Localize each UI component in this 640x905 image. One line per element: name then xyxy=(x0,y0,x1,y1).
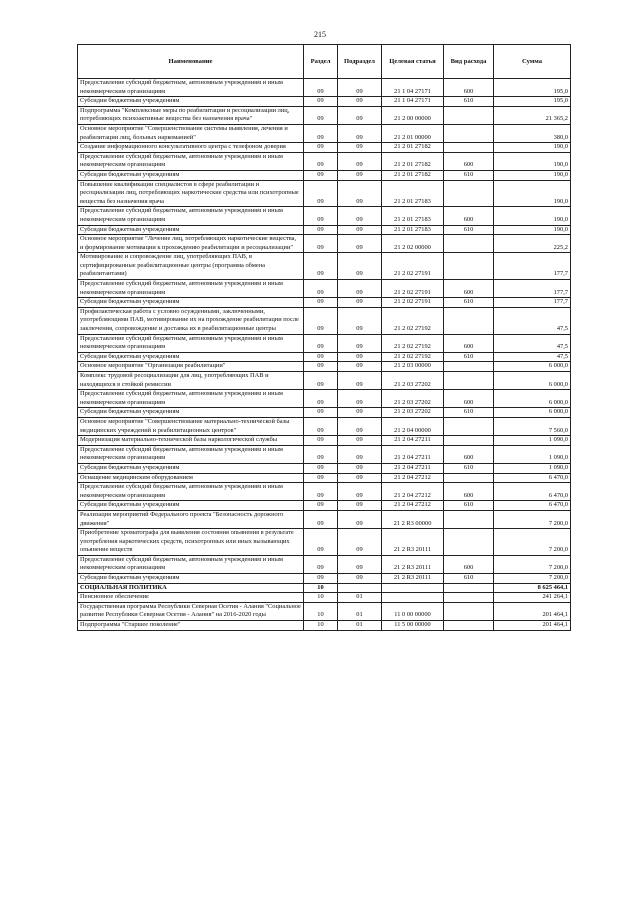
row-name: Субсидии бюджетным учреждениям xyxy=(78,225,304,235)
row-section: 09 xyxy=(304,574,338,584)
row-target-item xyxy=(382,593,444,603)
row-subsection: 09 xyxy=(338,362,382,372)
table-row xyxy=(78,473,571,483)
table-row xyxy=(78,235,571,253)
table-row xyxy=(78,583,571,593)
table-row xyxy=(78,180,571,207)
row-expense-type xyxy=(444,235,494,253)
row-name: Предоставление субсидий бюджетным, автономным учреждениям и иным некоммерческим организациям xyxy=(78,445,304,463)
table-row xyxy=(78,408,571,418)
row-section: 10 xyxy=(304,593,338,603)
row-target-item: 21 2 02 27192 xyxy=(382,352,444,362)
row-target-item: 21 2 R3 20111 xyxy=(382,574,444,584)
row-section: 09 xyxy=(304,436,338,446)
row-name: Предоставление субсидий бюджетным, автономным учреждениям и иным некоммерческим организациям xyxy=(78,79,304,97)
row-name: Мотивирование и сопровождение лиц, употребляющих ПАВ, в сертифицированные реабилитационные центры (программа обмена реабилитантами) xyxy=(78,253,304,280)
row-amount: 7 560,0 xyxy=(494,417,571,435)
header-amount: Сумма xyxy=(494,45,571,79)
row-expense-type xyxy=(444,473,494,483)
row-expense-type: 600 xyxy=(444,79,494,97)
row-subsection: 01 xyxy=(338,602,382,620)
row-name: Комплекс трудовой ресоциализации для лиц, употребляющих ПАВ и находящихся в стойкой ремиссии xyxy=(78,372,304,390)
row-section: 09 xyxy=(304,372,338,390)
header-subsection: Подраздел xyxy=(338,45,382,79)
row-section: 09 xyxy=(304,124,338,142)
row-section: 09 xyxy=(304,143,338,153)
row-expense-type: 610 xyxy=(444,501,494,511)
row-expense-type xyxy=(444,253,494,280)
row-target-item: 21 2 02 27192 xyxy=(382,307,444,334)
row-subsection: 09 xyxy=(338,352,382,362)
row-section: 10 xyxy=(304,621,338,631)
row-expense-type: 600 xyxy=(444,207,494,225)
row-name: Субсидии бюджетным учреждениям xyxy=(78,501,304,511)
row-name: Повышение квалификации специалистов в сфере реабилитации и ресоциализации лиц, потребляющих наркотические средства или психотропные вещества без назначения врача xyxy=(78,180,304,207)
row-amount: 7 200,0 xyxy=(494,555,571,573)
row-expense-type xyxy=(444,180,494,207)
row-expense-type: 600 xyxy=(444,483,494,501)
row-expense-type: 600 xyxy=(444,334,494,352)
row-expense-type: 610 xyxy=(444,352,494,362)
row-amount: 195,0 xyxy=(494,97,571,107)
row-expense-type: 610 xyxy=(444,97,494,107)
row-amount: 7 200,0 xyxy=(494,510,571,528)
row-target-item: 21 2 01 00000 xyxy=(382,124,444,142)
row-subsection: 09 xyxy=(338,436,382,446)
row-target-item: 21 2 02 00000 xyxy=(382,235,444,253)
row-section: 09 xyxy=(304,417,338,435)
row-target-item: 21 1 04 27171 xyxy=(382,97,444,107)
row-name: Государственная программа Республики Северная Осетия - Алания "Социальное развитие Республики Северная Осетия - Алания" на 2016-2020 годы xyxy=(78,602,304,620)
row-amount: 8 625 464,1 xyxy=(494,583,571,593)
table-row xyxy=(78,621,571,631)
table-row xyxy=(78,106,571,124)
row-target-item: 21 2 01 27183 xyxy=(382,207,444,225)
table-row xyxy=(78,298,571,308)
row-expense-type xyxy=(444,510,494,528)
row-amount: 47,5 xyxy=(494,334,571,352)
table-row xyxy=(78,307,571,334)
row-name: Основное мероприятие "Лечение лиц, потребляющих наркотические вещества, и формирование мотивации к прохождению реабилитации и ресоциализации" xyxy=(78,235,304,253)
row-amount: 7 200,0 xyxy=(494,529,571,556)
row-amount: 177,7 xyxy=(494,280,571,298)
table-row xyxy=(78,529,571,556)
row-expense-type xyxy=(444,583,494,593)
table-row xyxy=(78,436,571,446)
row-expense-type: 610 xyxy=(444,170,494,180)
row-amount: 190,0 xyxy=(494,180,571,207)
row-subsection: 01 xyxy=(338,593,382,603)
row-amount: 6 000,0 xyxy=(494,390,571,408)
row-expense-type: 600 xyxy=(444,555,494,573)
row-amount: 1 090,0 xyxy=(494,445,571,463)
row-section: 09 xyxy=(304,334,338,352)
table-row xyxy=(78,124,571,142)
row-amount: 6 470,0 xyxy=(494,501,571,511)
row-expense-type xyxy=(444,417,494,435)
row-name: Подпрограмма "Старшее поколение" xyxy=(78,621,304,631)
row-amount: 190,0 xyxy=(494,170,571,180)
table-row xyxy=(78,79,571,97)
row-section: 09 xyxy=(304,235,338,253)
table-row xyxy=(78,501,571,511)
header-target-item: Целевая статья xyxy=(382,45,444,79)
table-row xyxy=(78,445,571,463)
table-row xyxy=(78,152,571,170)
row-amount: 225,2 xyxy=(494,235,571,253)
row-target-item: 21 2 04 27212 xyxy=(382,501,444,511)
row-target-item: 21 2 R3 00000 xyxy=(382,510,444,528)
row-section: 10 xyxy=(304,583,338,593)
table-row xyxy=(78,390,571,408)
row-amount: 6 470,0 xyxy=(494,483,571,501)
row-amount: 47,5 xyxy=(494,352,571,362)
row-name: Реализация мероприятий Федерального проекта "Безопасность дорожного движения" xyxy=(78,510,304,528)
row-name: Предоставление субсидий бюджетным, автономным учреждениям и иным некоммерческим организациям xyxy=(78,390,304,408)
row-amount: 6 000,0 xyxy=(494,408,571,418)
row-subsection: 09 xyxy=(338,79,382,97)
row-section: 09 xyxy=(304,152,338,170)
row-name: СОЦИАЛЬНАЯ ПОЛИТИКА xyxy=(78,583,304,593)
row-target-item: 21 2 02 27191 xyxy=(382,253,444,280)
row-expense-type: 600 xyxy=(444,390,494,408)
table-row xyxy=(78,97,571,107)
row-expense-type xyxy=(444,362,494,372)
table-row xyxy=(78,417,571,435)
header-expense-type: Вид расхода xyxy=(444,45,494,79)
row-name: Субсидии бюджетным учреждениям xyxy=(78,298,304,308)
table-row xyxy=(78,280,571,298)
row-section: 09 xyxy=(304,280,338,298)
row-expense-type xyxy=(444,436,494,446)
row-subsection: 09 xyxy=(338,372,382,390)
row-amount: 201 464,1 xyxy=(494,621,571,631)
table-row xyxy=(78,602,571,620)
header-section: Раздел xyxy=(304,45,338,79)
table-row xyxy=(78,253,571,280)
row-subsection: 09 xyxy=(338,417,382,435)
row-target-item: 21 2 02 27191 xyxy=(382,280,444,298)
table-row xyxy=(78,555,571,573)
row-section: 09 xyxy=(304,180,338,207)
row-target-item: 21 2 03 27202 xyxy=(382,390,444,408)
row-section: 09 xyxy=(304,529,338,556)
row-amount: 6 000,0 xyxy=(494,362,571,372)
table-body xyxy=(78,79,571,631)
row-target-item: 21 2 04 27211 xyxy=(382,463,444,473)
row-amount: 190,0 xyxy=(494,207,571,225)
row-target-item: 21 2 03 27202 xyxy=(382,372,444,390)
row-expense-type: 610 xyxy=(444,298,494,308)
row-expense-type: 610 xyxy=(444,225,494,235)
row-name: Создание информационного консультативного центра с телефоном доверия xyxy=(78,143,304,153)
header-name: Наименование xyxy=(78,45,304,79)
row-target-item: 21 2 03 27202 xyxy=(382,408,444,418)
row-amount: 1 090,0 xyxy=(494,436,571,446)
row-name: Субсидии бюджетным учреждениям xyxy=(78,408,304,418)
table-row xyxy=(78,225,571,235)
row-subsection: 09 xyxy=(338,408,382,418)
page-number: 215 xyxy=(314,30,326,39)
table-row xyxy=(78,574,571,584)
row-name: Основное мероприятие "Организация реабилитации" xyxy=(78,362,304,372)
row-amount: 177,7 xyxy=(494,253,571,280)
row-target-item: 21 2 R3 20111 xyxy=(382,555,444,573)
row-amount: 47,5 xyxy=(494,307,571,334)
row-expense-type: 600 xyxy=(444,445,494,463)
row-target-item: 21 2 01 27182 xyxy=(382,143,444,153)
row-amount: 6 000,0 xyxy=(494,372,571,390)
row-section: 09 xyxy=(304,352,338,362)
row-name: Приобретение хроматографа для выявления состояния опьянения в результате употребления наркотических средств, психотропных или иных вызывающих опьянение веществ xyxy=(78,529,304,556)
row-amount: 190,0 xyxy=(494,143,571,153)
row-target-item: 21 2 04 27212 xyxy=(382,483,444,501)
row-section: 09 xyxy=(304,463,338,473)
row-subsection: 09 xyxy=(338,225,382,235)
row-name: Модернизация материально-технической базы наркологической службы xyxy=(78,436,304,446)
row-target-item: 21 2 04 27211 xyxy=(382,445,444,463)
row-subsection: 09 xyxy=(338,463,382,473)
row-name: Субсидии бюджетным учреждениям xyxy=(78,352,304,362)
row-subsection: 09 xyxy=(338,390,382,408)
row-section: 09 xyxy=(304,408,338,418)
row-section: 09 xyxy=(304,97,338,107)
row-amount: 177,7 xyxy=(494,298,571,308)
row-target-item xyxy=(382,583,444,593)
table-row xyxy=(78,352,571,362)
row-subsection: 01 xyxy=(338,621,382,631)
row-expense-type xyxy=(444,621,494,631)
row-target-item: 21 2 01 27183 xyxy=(382,180,444,207)
row-amount: 21 365,2 xyxy=(494,106,571,124)
row-target-item: 21 1 04 27171 xyxy=(382,79,444,97)
row-section: 09 xyxy=(304,510,338,528)
row-subsection: 09 xyxy=(338,510,382,528)
row-name: Предоставление субсидий бюджетным, автономным учреждениям и иным некоммерческим организациям xyxy=(78,483,304,501)
row-expense-type xyxy=(444,529,494,556)
budget-table xyxy=(77,44,571,631)
row-section: 09 xyxy=(304,362,338,372)
row-subsection: 09 xyxy=(338,253,382,280)
row-subsection: 09 xyxy=(338,334,382,352)
row-target-item: 11 5 00 00000 xyxy=(382,621,444,631)
row-target-item: 11 0 00 00000 xyxy=(382,602,444,620)
table-row xyxy=(78,207,571,225)
table-row xyxy=(78,483,571,501)
row-name: Предоставление субсидий бюджетным, автономным учреждениям и иным некоммерческим организациям xyxy=(78,152,304,170)
row-section: 09 xyxy=(304,79,338,97)
row-expense-type: 600 xyxy=(444,152,494,170)
table-row xyxy=(78,463,571,473)
row-subsection: 09 xyxy=(338,501,382,511)
row-section: 09 xyxy=(304,207,338,225)
row-target-item: 21 2 00 00000 xyxy=(382,106,444,124)
row-name: Субсидии бюджетным учреждениям xyxy=(78,97,304,107)
row-name: Субсидии бюджетным учреждениям xyxy=(78,170,304,180)
row-target-item: 21 2 04 00000 xyxy=(382,417,444,435)
row-expense-type: 610 xyxy=(444,408,494,418)
row-expense-type: 600 xyxy=(444,280,494,298)
row-section: 10 xyxy=(304,602,338,620)
row-amount: 190,0 xyxy=(494,152,571,170)
table-row xyxy=(78,362,571,372)
row-section: 09 xyxy=(304,555,338,573)
row-amount: 380,0 xyxy=(494,124,571,142)
row-amount: 7 200,0 xyxy=(494,574,571,584)
row-amount: 190,0 xyxy=(494,225,571,235)
row-name: Предоставление субсидий бюджетным, автономным учреждениям и иным некоммерческим организациям xyxy=(78,555,304,573)
table-row xyxy=(78,334,571,352)
row-section: 09 xyxy=(304,170,338,180)
row-section: 09 xyxy=(304,253,338,280)
table-row xyxy=(78,372,571,390)
row-target-item: 21 2 04 27212 xyxy=(382,473,444,483)
row-amount: 6 470,0 xyxy=(494,473,571,483)
row-subsection: 09 xyxy=(338,574,382,584)
row-subsection: 09 xyxy=(338,555,382,573)
row-target-item: 21 2 02 27191 xyxy=(382,298,444,308)
row-name: Предоставление субсидий бюджетным, автономным учреждениям и иным некоммерческим организациям xyxy=(78,207,304,225)
row-expense-type xyxy=(444,372,494,390)
row-subsection: 09 xyxy=(338,280,382,298)
row-subsection: 09 xyxy=(338,483,382,501)
row-section: 09 xyxy=(304,473,338,483)
row-target-item: 21 2 04 27211 xyxy=(382,436,444,446)
row-subsection xyxy=(338,583,382,593)
row-section: 09 xyxy=(304,225,338,235)
row-subsection: 09 xyxy=(338,235,382,253)
row-amount: 195,0 xyxy=(494,79,571,97)
table-row xyxy=(78,593,571,603)
row-section: 09 xyxy=(304,445,338,463)
row-section: 09 xyxy=(304,106,338,124)
row-section: 09 xyxy=(304,298,338,308)
row-target-item: 21 2 03 00000 xyxy=(382,362,444,372)
row-name: Пенсионное обеспечение xyxy=(78,593,304,603)
row-subsection: 09 xyxy=(338,207,382,225)
row-subsection: 09 xyxy=(338,124,382,142)
row-name: Субсидии бюджетным учреждениям xyxy=(78,463,304,473)
row-name: Подпрограмма "Комплексные меры по реабилитации и ресоциализации лиц, потребляющих психоактивные вещества без назначения врача" xyxy=(78,106,304,124)
row-expense-type xyxy=(444,124,494,142)
row-expense-type xyxy=(444,602,494,620)
row-section: 09 xyxy=(304,390,338,408)
row-subsection: 09 xyxy=(338,445,382,463)
row-target-item: 21 2 02 27192 xyxy=(382,334,444,352)
table-row xyxy=(78,143,571,153)
row-amount: 201 464,1 xyxy=(494,602,571,620)
row-expense-type xyxy=(444,143,494,153)
row-subsection: 09 xyxy=(338,529,382,556)
row-amount: 1 090,0 xyxy=(494,463,571,473)
row-section: 09 xyxy=(304,501,338,511)
header-row xyxy=(78,45,571,79)
row-subsection: 09 xyxy=(338,97,382,107)
row-target-item: 21 2 01 27182 xyxy=(382,152,444,170)
row-target-item: 21 2 01 27182 xyxy=(382,170,444,180)
table-row xyxy=(78,510,571,528)
row-subsection: 09 xyxy=(338,473,382,483)
row-expense-type: 610 xyxy=(444,463,494,473)
row-subsection: 09 xyxy=(338,307,382,334)
row-name: Основное мероприятие "Совершенствование системы выявления, лечения и реабилитации лиц, больных наркоманией" xyxy=(78,124,304,142)
row-name: Профилактическая работа с условно осужденными, заключенными, употребляющими ПАВ, мотивирование их на прохождение реабилитации после заключения, сопровождение и доставка их в реабилитационные центры xyxy=(78,307,304,334)
row-subsection: 09 xyxy=(338,152,382,170)
row-name: Основное мероприятие "Совершенствование материально-технической базы медицинских учреждений и реабилитационных центров" xyxy=(78,417,304,435)
row-name: Предоставление субсидий бюджетным, автономным учреждениям и иным некоммерческим организациям xyxy=(78,334,304,352)
row-subsection: 09 xyxy=(338,143,382,153)
row-section: 09 xyxy=(304,307,338,334)
row-target-item: 21 2 R3 20111 xyxy=(382,529,444,556)
row-expense-type xyxy=(444,307,494,334)
row-expense-type xyxy=(444,593,494,603)
row-subsection: 09 xyxy=(338,180,382,207)
row-expense-type: 610 xyxy=(444,574,494,584)
row-name: Субсидии бюджетным учреждениям xyxy=(78,574,304,584)
row-section: 09 xyxy=(304,483,338,501)
row-target-item: 21 2 01 27183 xyxy=(382,225,444,235)
row-subsection: 09 xyxy=(338,298,382,308)
row-subsection: 09 xyxy=(338,170,382,180)
table-row xyxy=(78,170,571,180)
row-expense-type xyxy=(444,106,494,124)
row-name: Оснащение медицинским оборудованием xyxy=(78,473,304,483)
row-subsection: 09 xyxy=(338,106,382,124)
row-name: Предоставление субсидий бюджетным, автономным учреждениям и иным некоммерческим организациям xyxy=(78,280,304,298)
row-amount: 241 264,1 xyxy=(494,593,571,603)
